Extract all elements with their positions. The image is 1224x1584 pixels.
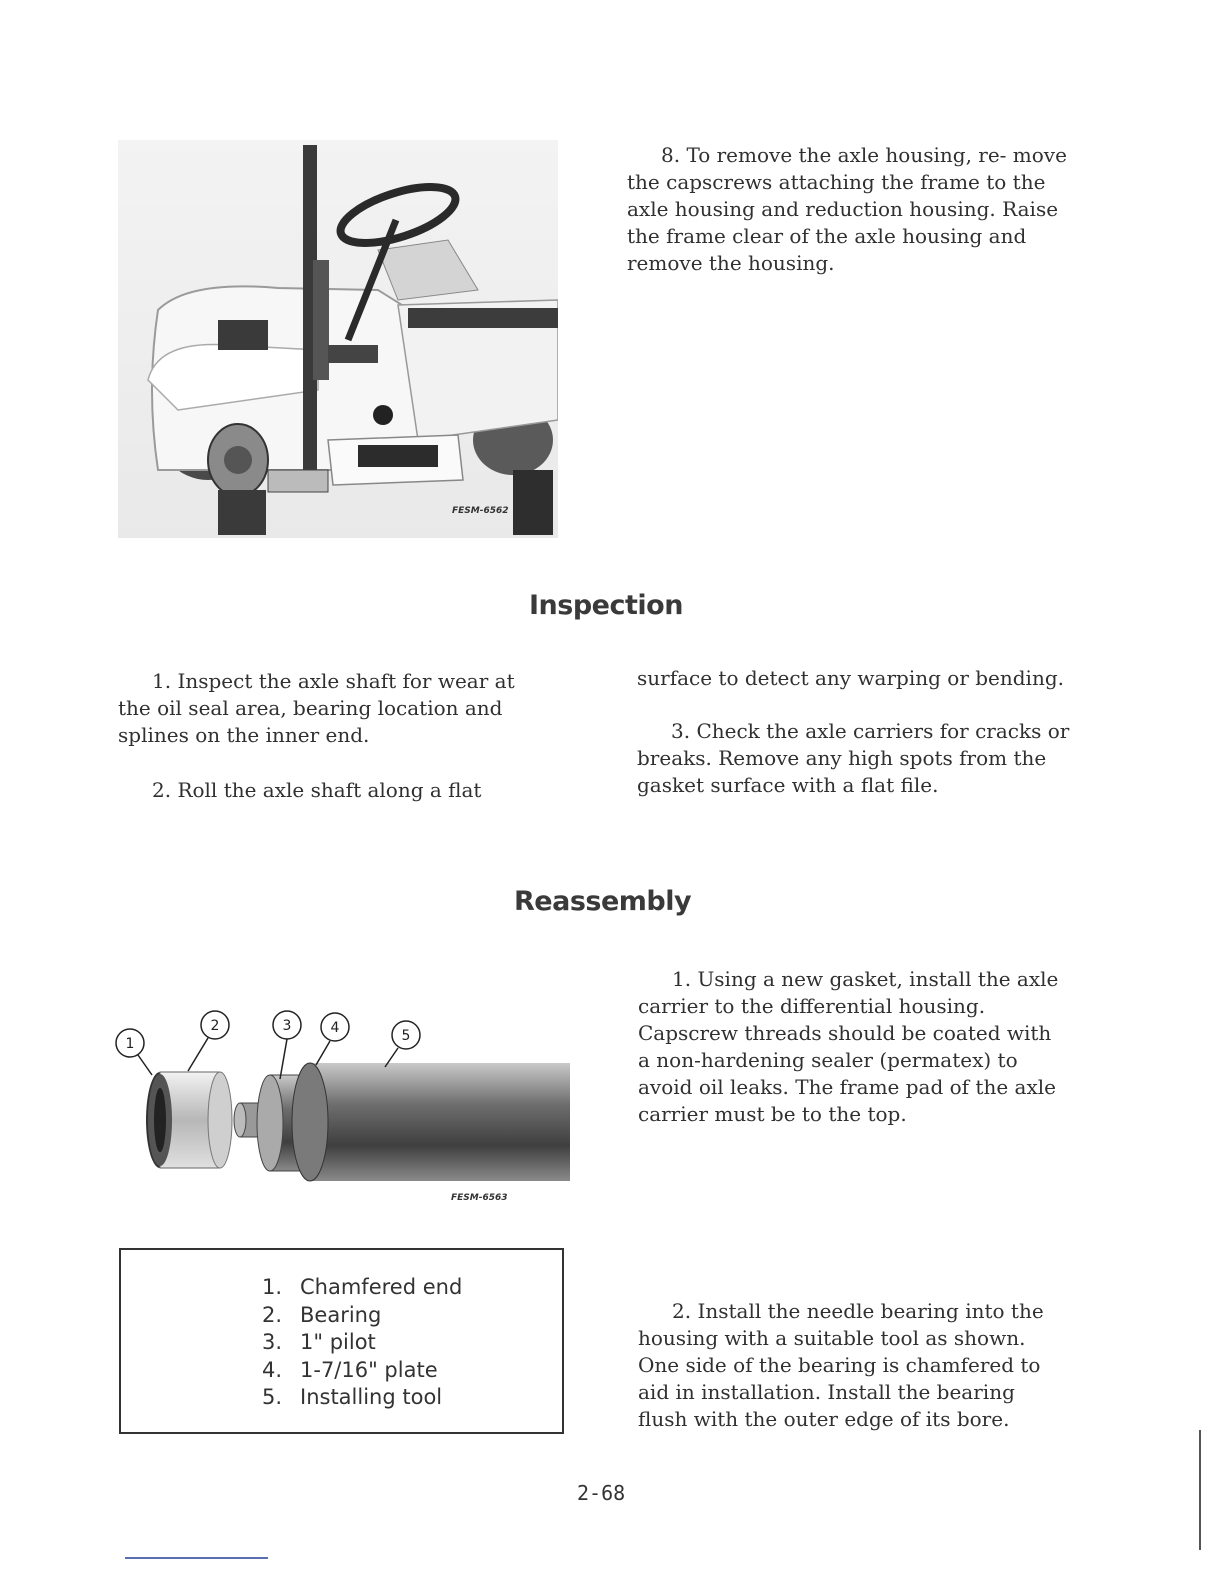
callout-5 (385, 1021, 420, 1067)
svg-text:3: 3 (282, 1018, 292, 1034)
callout-1 (116, 1029, 152, 1075)
figure-label-bearing-tool: FESM-6563 (451, 1193, 508, 1203)
legend-item: 2. Bearing (262, 1302, 382, 1327)
inspection-heading: Inspection (529, 590, 683, 621)
legend-item: 1. Chamfered end (262, 1275, 463, 1299)
bearing-tool-illustration (110, 1005, 570, 1215)
scan-edge-line (1199, 1430, 1201, 1550)
inspection-step-3: 3. Check the axle carriers for cracks or breaks. Remove any high spots from the gasket surface with a flat file. (637, 719, 1070, 797)
reassembly-step-1: 1. Using a new gasket, install the axle carrier to the differential housing. Capscrew threads should be coated with a non-hardening sealer (permatex) to avoid oil leaks. The frame pad of the axle carrier must be to the top. (638, 967, 1059, 1126)
figure-legend (119, 1248, 564, 1434)
legend-item: 4. 1-7/16" plate (262, 1357, 438, 1382)
inspection-step-2: 2. Roll the axle shaft along a flat (152, 778, 482, 802)
svg-text:4: 4 (330, 1020, 340, 1036)
step-8-text: 8. To remove the axle housing, re- move the capscrews attaching the frame to the axle housing and reduction housing. Raise the frame clear of the axle housing and remove the housing. (627, 143, 1067, 275)
svg-text:2: 2 (210, 1018, 220, 1034)
legend-item: 3. 1" pilot (262, 1330, 376, 1354)
reassembly-step-2: 2. Install the needle bearing into the housing with a suitable tool as shown. One side of the bearing is chamfered to aid in installation. Install the bearing flush with the outer edge of its bore. (638, 1299, 1044, 1431)
legend-item: 5. Installing tool (262, 1385, 443, 1409)
page-number: 2-68 (577, 1481, 626, 1505)
inspection-step-2-continued: surface to detect any warping or bending. (637, 666, 1064, 690)
svg-text:1: 1 (125, 1036, 135, 1052)
tractor-illustration (118, 140, 558, 538)
figure-label-tractor: FESM-6562 (452, 506, 509, 516)
callout-4 (316, 1013, 349, 1065)
callout-2 (188, 1011, 229, 1071)
scan-bottom-line (125, 1557, 268, 1559)
tractor-photo (118, 140, 558, 538)
inspection-step-1: 1. Inspect the axle shaft for wear at the oil seal area, bearing location and splines on the inner end. (118, 669, 515, 747)
bearing-tool-photo (110, 1005, 570, 1215)
callout-3 (273, 1011, 301, 1079)
svg-text:5: 5 (401, 1028, 411, 1044)
reassembly-heading: Reassembly (514, 886, 692, 917)
